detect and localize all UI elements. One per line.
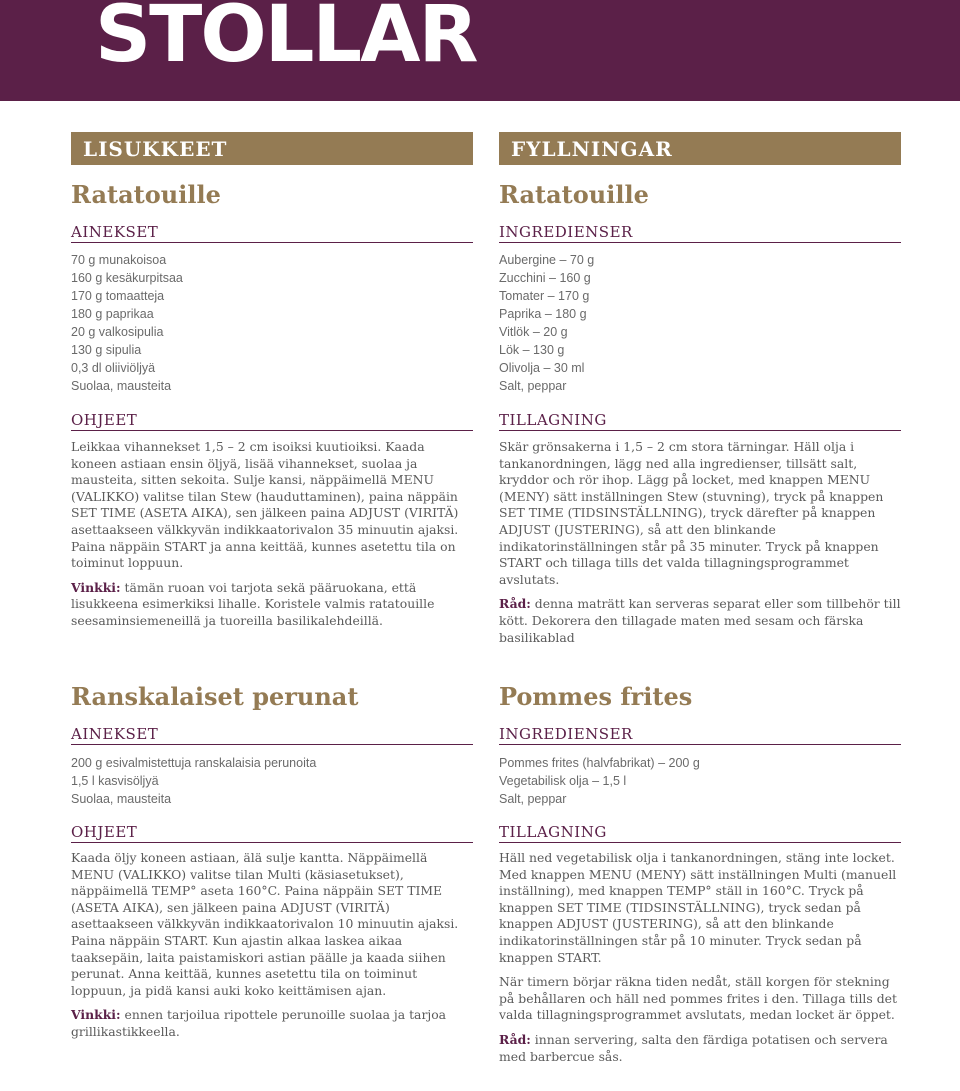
section-bar-right: FYLLNINGAR	[499, 132, 901, 165]
tip-label: Råd:	[499, 596, 531, 612]
tip-text: ennen tarjoilua ripottele perunoille suolaa ja tarjoa grillikastikkeella.	[71, 1007, 447, 1039]
recipe-title: Pommes frites	[499, 682, 693, 711]
ingredient-item: 1,5 l kasvisöljyä	[71, 774, 159, 788]
ingredient-item: Pommes frites (halvfabrikat) – 200 g	[499, 756, 700, 770]
ingredients-heading: INGREDIENSER	[499, 725, 901, 745]
tip-text: denna maträtt kan serveras separat eller som tillbehör till kött. Dekorera den tillagade maten med sesam och färska basilikablad	[499, 596, 901, 645]
tip-label: Vinkki:	[71, 1007, 121, 1023]
instructions-text: Skär grönsakerna i 1,5 – 2 cm stora tärningar. Häll olja i tankanordningen, lägg ned alla ingredienser, tillsätt salt, kryddor och rör ihop. Lägg på locket, med knappen MENU (MENY) sätt inställningen Stew (stuvning), tryck på knappen SET TIME (TIDSINSTÄLLNING), tryck därefter på knappen ADJUST (JUSTERING), så att den blinkande indikatorinställningen står på 35 minuter. Tryck på knappen START och tillaga tills det valda tillagningsprogrammet avslutats.	[499, 439, 884, 587]
ingredient-item: Suolaa, mausteita	[71, 792, 172, 806]
tip-paragraph	[499, 1032, 901, 1065]
ingredient-item: Suolaa, mausteita	[71, 379, 172, 393]
ingredient-list	[71, 754, 473, 808]
ingredient-item: 160 g kesäkurpitsaa	[71, 271, 183, 285]
instructions-heading: OHJEET	[71, 411, 473, 431]
instructions-text: Leikkaa vihannekset 1,5 – 2 cm isoiksi kuutioiksi. Kaada koneen astiaan ensin öljyä, lisää vihannekset, suolaa ja mausteita, sitten sekoita. Sulje kansi, näppäimellä MENU (VALIKKO) valitse tilan Stew (hauduttaminen), paina näppäin SET TIME (ASETA AIKA), sen jälkeen paina ADJUST (VIRITÄ) asettaakseen välkkyvän indikkaatorivalon 35 minuutin ajaksi. Paina näppäin START ja anna keittää, kunnes asetettu tila on toiminut loppuun.	[71, 439, 459, 571]
ingredient-item: Lök – 130 g	[499, 343, 565, 357]
ingredient-list	[71, 251, 473, 395]
ingredient-item: Aubergine – 70 g	[499, 253, 595, 267]
tip-paragraph	[71, 1007, 473, 1040]
tip-paragraph	[499, 596, 901, 646]
ingredient-item: 170 g tomaatteja	[71, 289, 165, 303]
header-band	[0, 0, 960, 101]
ingredient-item: 20 g valkosipulia	[71, 325, 164, 339]
tip-label: Råd:	[499, 1031, 531, 1047]
ingredient-item: Paprika – 180 g	[499, 307, 587, 321]
ingredient-item: Vitlök – 20 g	[499, 325, 568, 339]
ingredient-item: 180 g paprikaa	[71, 307, 154, 321]
recipe-title: Ranskalaiset perunat	[71, 682, 359, 711]
instructions-text: Häll ned vegetabilisk olja i tankanordningen, stäng inte locket. Med knappen MENU (MENY) sätt inställningen Multi (manuell inställning), med knappen TEMP° ställ in 160°C. Tryck på knappen SET TIME (TIDSINSTÄLLNING), tryck sedan på knappen ADJUST (JUSTERING), så att den blinkande indikatorinställningen står på 10 minuter. Tryck sedan på knappen START.	[499, 850, 897, 965]
instructions-text: Kaada öljy koneen astiaan, älä sulje kantta. Näppäimellä MENU (VALIKKO) valitse tilan Multi (käsiasetukset), näppäimellä TEMP° aseta 160°C. Paina näppäin SET TIME (ASETA AIKA), sen jälkeen paina ADJUST (VIRITÄ) asettaakseen välkkyvän indikkaatorivalon 10 minuutin ajaksi. Paina näppäin START. Kun ajastin alkaa laskea aikaa taaksepäin, laita paistamiskori astian päälle ja kaada siihen perunat. Anna keittää, kunnes asetettu tila on toiminut loppuun, ja pidä kansi auki koko keittämisen ajan.	[71, 850, 459, 998]
ingredient-item: 130 g sipulia	[71, 343, 142, 357]
page-title: STOLLAR	[95, 0, 477, 80]
ingredients-heading: INGREDIENSER	[499, 223, 901, 243]
left-column	[71, 132, 473, 1039]
right-column	[499, 132, 901, 1064]
tip-text: tämän ruoan voi tarjota sekä pääruokana, että lisukkeena esimerkiksi lihalle. Koristele valmis ratatouille seesaminsiemeneillä ja tuoreilla basilikalehdeillä.	[71, 579, 435, 628]
ingredient-item: Zucchini – 160 g	[499, 271, 591, 285]
instructions-heading: TILLAGNING	[499, 823, 901, 843]
ingredient-list	[499, 251, 901, 395]
recipe-title: Ratatouille	[71, 180, 221, 209]
ingredient-item: Salt, peppar	[499, 792, 567, 806]
tip-paragraph	[71, 580, 473, 630]
ingredient-item: 200 g esivalmistettuja ranskalaisia perunoita	[71, 756, 317, 770]
instructions-heading: OHJEET	[71, 823, 473, 843]
section-bar-left: LISUKKEET	[71, 132, 473, 165]
ingredients-heading: AINEKSET	[71, 725, 473, 745]
instructions-text-2: När timern börjar räkna tiden nedåt, ställ korgen för stekning på behållaren och häll ned pommes frites i den. Tillaga tills det valda tillagningsprogrammet avslutats, medan locket är öppet.	[499, 974, 897, 1023]
ingredients-heading: AINEKSET	[71, 223, 473, 243]
ingredient-item: 70 g munakoisoa	[71, 253, 167, 267]
ingredient-list	[499, 754, 901, 808]
ingredient-item: 0,3 dl oliiviöljyä	[71, 361, 156, 375]
recipe-title: Ratatouille	[499, 180, 649, 209]
instructions-heading: TILLAGNING	[499, 411, 901, 431]
ingredient-item: Tomater – 170 g	[499, 289, 590, 303]
tip-text: innan servering, salta den färdiga potatisen och servera med barbercue sås.	[499, 1031, 888, 1064]
ingredient-item: Vegetabilisk olja – 1,5 l	[499, 774, 627, 788]
ingredient-item: Olivolja – 30 ml	[499, 361, 585, 375]
tip-label: Vinkki:	[71, 579, 121, 595]
ingredient-item: Salt, peppar	[499, 379, 567, 393]
